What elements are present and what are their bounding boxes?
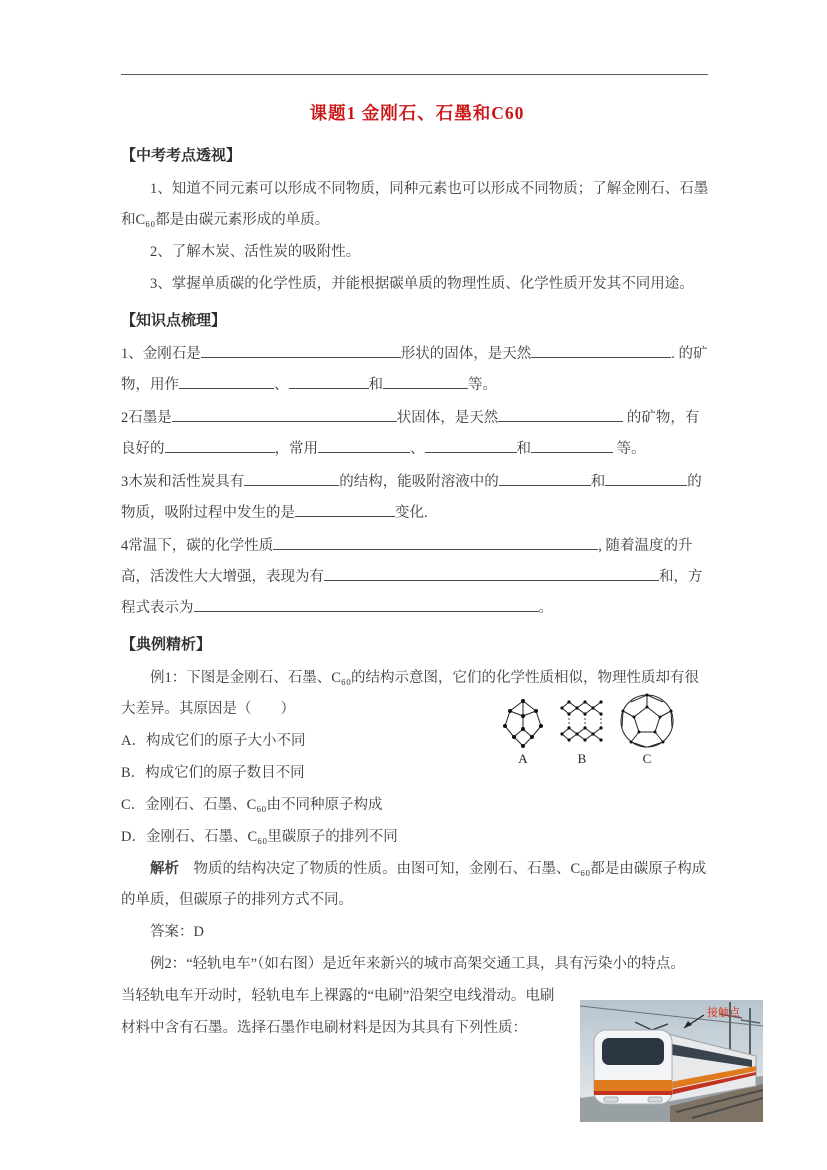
graphite-structure-diagram: [560, 694, 604, 750]
train-photo: [580, 1000, 763, 1122]
knowledge-text: 和，方程式表示为: [121, 569, 703, 616]
knowledge-text: 和: [516, 441, 531, 457]
knowledge-line: [121, 467, 713, 529]
knowledge-text: 和: [590, 474, 606, 490]
structure-label-c: C: [642, 751, 652, 766]
example2-line-3: 材料中含有石墨。选择石墨作电刷材料是因为其具有下列性质：: [121, 1020, 527, 1036]
knowledge-text: 形状的固体，是天然: [400, 346, 532, 362]
exam-point-1: 1、知道不同元素可以形成不同物质，同种元素也可以形成不同物质；了解金刚石、石墨和C₆₀都是由碳元素形成的单质。: [121, 181, 709, 228]
graphite-structure-figure: [560, 694, 604, 766]
structure-label-b: B: [577, 751, 587, 766]
fill-in-blank: [201, 343, 401, 358]
knowledge-text: 变化.: [395, 505, 428, 521]
fill-in-blank: [605, 471, 687, 486]
example2-line-1: 例2：“轻轨电车”（如右图）是近年来新兴的城市高架交通工具，具有污染小的特点。: [150, 956, 685, 972]
structure-diagrams: [500, 692, 676, 766]
knowledge-text: 的结构，能吸附溶液中的: [339, 474, 499, 490]
knowledge-line: [121, 339, 713, 401]
fill-in-blank: [383, 374, 468, 389]
diamond-structure-diagram: [500, 696, 546, 750]
knowledge-text: 、: [410, 441, 425, 457]
knowledge-text: 的物质，吸附过程中发生的是: [121, 474, 702, 521]
c60-structure-diagram: [618, 692, 676, 750]
fill-in-blank: [531, 343, 671, 358]
knowledge-text: 状固体，是天然: [396, 410, 499, 426]
example1-option-a: A．构成它们的原子大小不同: [121, 733, 306, 749]
fill-in-blank: [273, 535, 598, 550]
section-heading-exam-points: 【中考考点透视】: [121, 148, 242, 164]
diamond-structure-figure: [500, 696, 546, 766]
analysis-text: 物质的结构决定了物质的性质。由图可知，金刚石、石墨、C₆₀都是由碳原子构成的单质，但碳原子的排列方式不同。: [121, 861, 707, 908]
example2-line-2: 当轻轨电车开动时，轻轨电车上裸露的“电刷”沿架空电线滑动。电刷: [121, 988, 555, 1004]
example1-answer: 答案：D: [150, 924, 204, 940]
fill-in-blank: [318, 438, 410, 453]
fill-in-blank: [172, 407, 397, 422]
section-heading-knowledge: 【知识点梳理】: [121, 313, 227, 329]
knowledge-text: 1、金刚石是: [121, 346, 201, 362]
knowledge-line: [121, 531, 713, 624]
top-rule: [121, 74, 708, 75]
knowledge-text: , 随着温度的升高，活泼性大大增强，表现为有: [121, 538, 693, 585]
knowledge-text: 的矿物，有良好的: [121, 410, 700, 457]
structure-label-a: A: [518, 751, 528, 766]
knowledge-text: 4常温下，碳的化学性质: [121, 538, 274, 554]
knowledge-text: 等。: [613, 441, 646, 457]
c60-structure-figure: [618, 692, 676, 766]
fill-in-blank: [244, 471, 339, 486]
knowledge-line: [121, 403, 713, 465]
knowledge-text: 等。: [468, 377, 497, 393]
knowledge-text: 。: [538, 600, 553, 616]
knowledge-text: 和: [368, 377, 383, 393]
fill-in-blank: [425, 438, 517, 453]
document-content: [121, 98, 713, 1045]
example1-option-d: D．金刚石、石墨、C₆₀里碳原子的排列不同: [121, 829, 398, 845]
exam-point-2: 2、了解木炭、活性炭的吸附性。: [150, 244, 361, 260]
fill-in-blank: [324, 566, 659, 581]
fill-in-blank: [194, 597, 539, 612]
example1-analysis: [121, 854, 713, 916]
knowledge-text: ，常用: [274, 441, 318, 457]
fill-in-blank: [498, 407, 623, 422]
fill-in-blank: [165, 438, 275, 453]
knowledge-text: 3木炭和活性炭具有: [121, 474, 245, 490]
knowledge-lines: [121, 339, 713, 624]
fill-in-blank: [179, 374, 274, 389]
example1-option-b: B．构成它们的原子数目不同: [121, 765, 305, 781]
knowledge-text: 2石墨是: [121, 410, 172, 426]
analysis-label: 解析: [150, 861, 179, 877]
fill-in-blank: [499, 471, 591, 486]
example1-question: 例1：下图是金刚石、石墨、C₆₀的结构示意图，它们的化学性质相似，物理性质却有很大差异。其原因是（ ）: [121, 670, 700, 717]
section-heading-examples: 【典例精析】: [121, 637, 212, 653]
page-title: 课题1 金刚石、石墨和C60: [309, 103, 525, 123]
fill-in-blank: [531, 438, 613, 453]
knowledge-text: 、: [274, 377, 289, 393]
knowledge-text: . 的矿物，用作: [121, 346, 708, 393]
fill-in-blank: [295, 502, 395, 517]
train-contact-label: 接触点: [707, 1007, 740, 1019]
fill-in-blank: [289, 374, 369, 389]
example1-option-c: C．金刚石、石墨、C₆₀由不同种原子构成: [121, 797, 383, 813]
exam-point-3: 3、掌握单质碳的化学性质，并能根据碳单质的物理性质、化学性质开发其不同用途。: [150, 276, 694, 292]
